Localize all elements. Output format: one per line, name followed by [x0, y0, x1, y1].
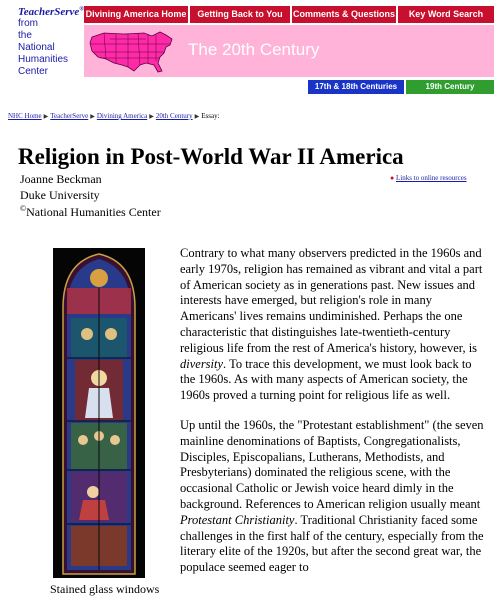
from-line: Humanities	[18, 54, 69, 65]
copyright-symbol: ©	[20, 204, 27, 213]
paragraph: Contrary to what many observers predicted in the 1960s and early 1970s, religion has remained as vibrant and vital a part of American society as in generations past. New issues and interests have emerged, but religion's role in many Americans' lives remains undiminished. Perhaps the one characteristic that distinguishes late-twentieth-century religious life from the rest of America's history, however, is diversity. To trace this development, we must look back to the 1960s. As with many aspects of American society, the 1960s proved a turning point for religious life as well.	[180, 246, 483, 403]
breadcrumb-teacherserve[interactable]: TeacherServe	[50, 112, 89, 120]
top-nav	[84, 6, 494, 23]
breadcrumb-arrow-icon: ▶	[90, 114, 95, 120]
author-affiliation: Duke University	[20, 188, 100, 202]
bullet-icon: ●	[390, 174, 395, 182]
nav-comments-questions[interactable]: Comments & Questions	[290, 6, 396, 23]
paragraph: Up until the 1960s, the "Protestant establishment" (the seven mainline denominations of Baptists, Congregationalists, Disciples, Episcopalians, Lutherans, Methodists, and Presbyterians) dominated the religious scene, with the occasional Catholic or Jewish voice heard dimly in the background. References to American religion usually meant Protestant Christianity. Traditional Christianity faced some challenges in the first half of the century, especially from the literary elite of the 1920s, but after the second great war, the populace seemed eager to	[180, 417, 484, 575]
article-body	[180, 246, 486, 590]
breadcrumb	[8, 112, 220, 120]
teacherserve-brand[interactable]	[18, 6, 84, 78]
breadcrumb-arrow-icon: ▶	[43, 114, 49, 120]
usa-map-icon[interactable]	[86, 27, 178, 75]
breadcrumb-divining-america[interactable]: Divining America	[96, 112, 148, 120]
breadcrumb-20th-century[interactable]: 20th Century	[155, 112, 193, 120]
stained-glass-window-image	[53, 248, 145, 578]
copyright-line	[20, 204, 161, 220]
author-name: Joanne Beckman	[20, 172, 102, 186]
breadcrumb-nhc-home[interactable]: NHC Home	[8, 112, 42, 120]
nav-key-word-search[interactable]: Key Word Search	[396, 6, 494, 23]
from-line: Center	[18, 66, 49, 77]
breadcrumb-arrow-icon: ▶	[194, 114, 200, 120]
nav-divining-america-home[interactable]: Divining America Home	[85, 9, 187, 19]
from-line: the	[18, 30, 32, 41]
century-banner	[84, 25, 494, 77]
copyright-text: National Humanities Center	[26, 205, 161, 219]
online-resources-link-row	[390, 174, 467, 182]
image-caption: Stained glass windows	[50, 582, 160, 596]
from-line: National	[18, 42, 55, 53]
breadcrumb-arrow-icon: ▶	[149, 114, 154, 120]
teacherserve-logo[interactable]: TeacherServe®	[18, 6, 84, 18]
banner-title: The 20th Century	[188, 40, 320, 59]
from-line: from	[18, 18, 38, 29]
tab-19th-century[interactable]: 19th Century	[406, 80, 494, 94]
links-to-online-resources[interactable]: Links to online resources	[395, 174, 467, 182]
tab-17th-18th-centuries[interactable]: 17th & 18th Centuries	[308, 80, 404, 94]
breadcrumb-current: Essay:	[201, 112, 220, 120]
nav-getting-back-to-you[interactable]: Getting Back to You	[188, 6, 290, 23]
page-title: Religion in Post-World War II America	[18, 144, 404, 169]
